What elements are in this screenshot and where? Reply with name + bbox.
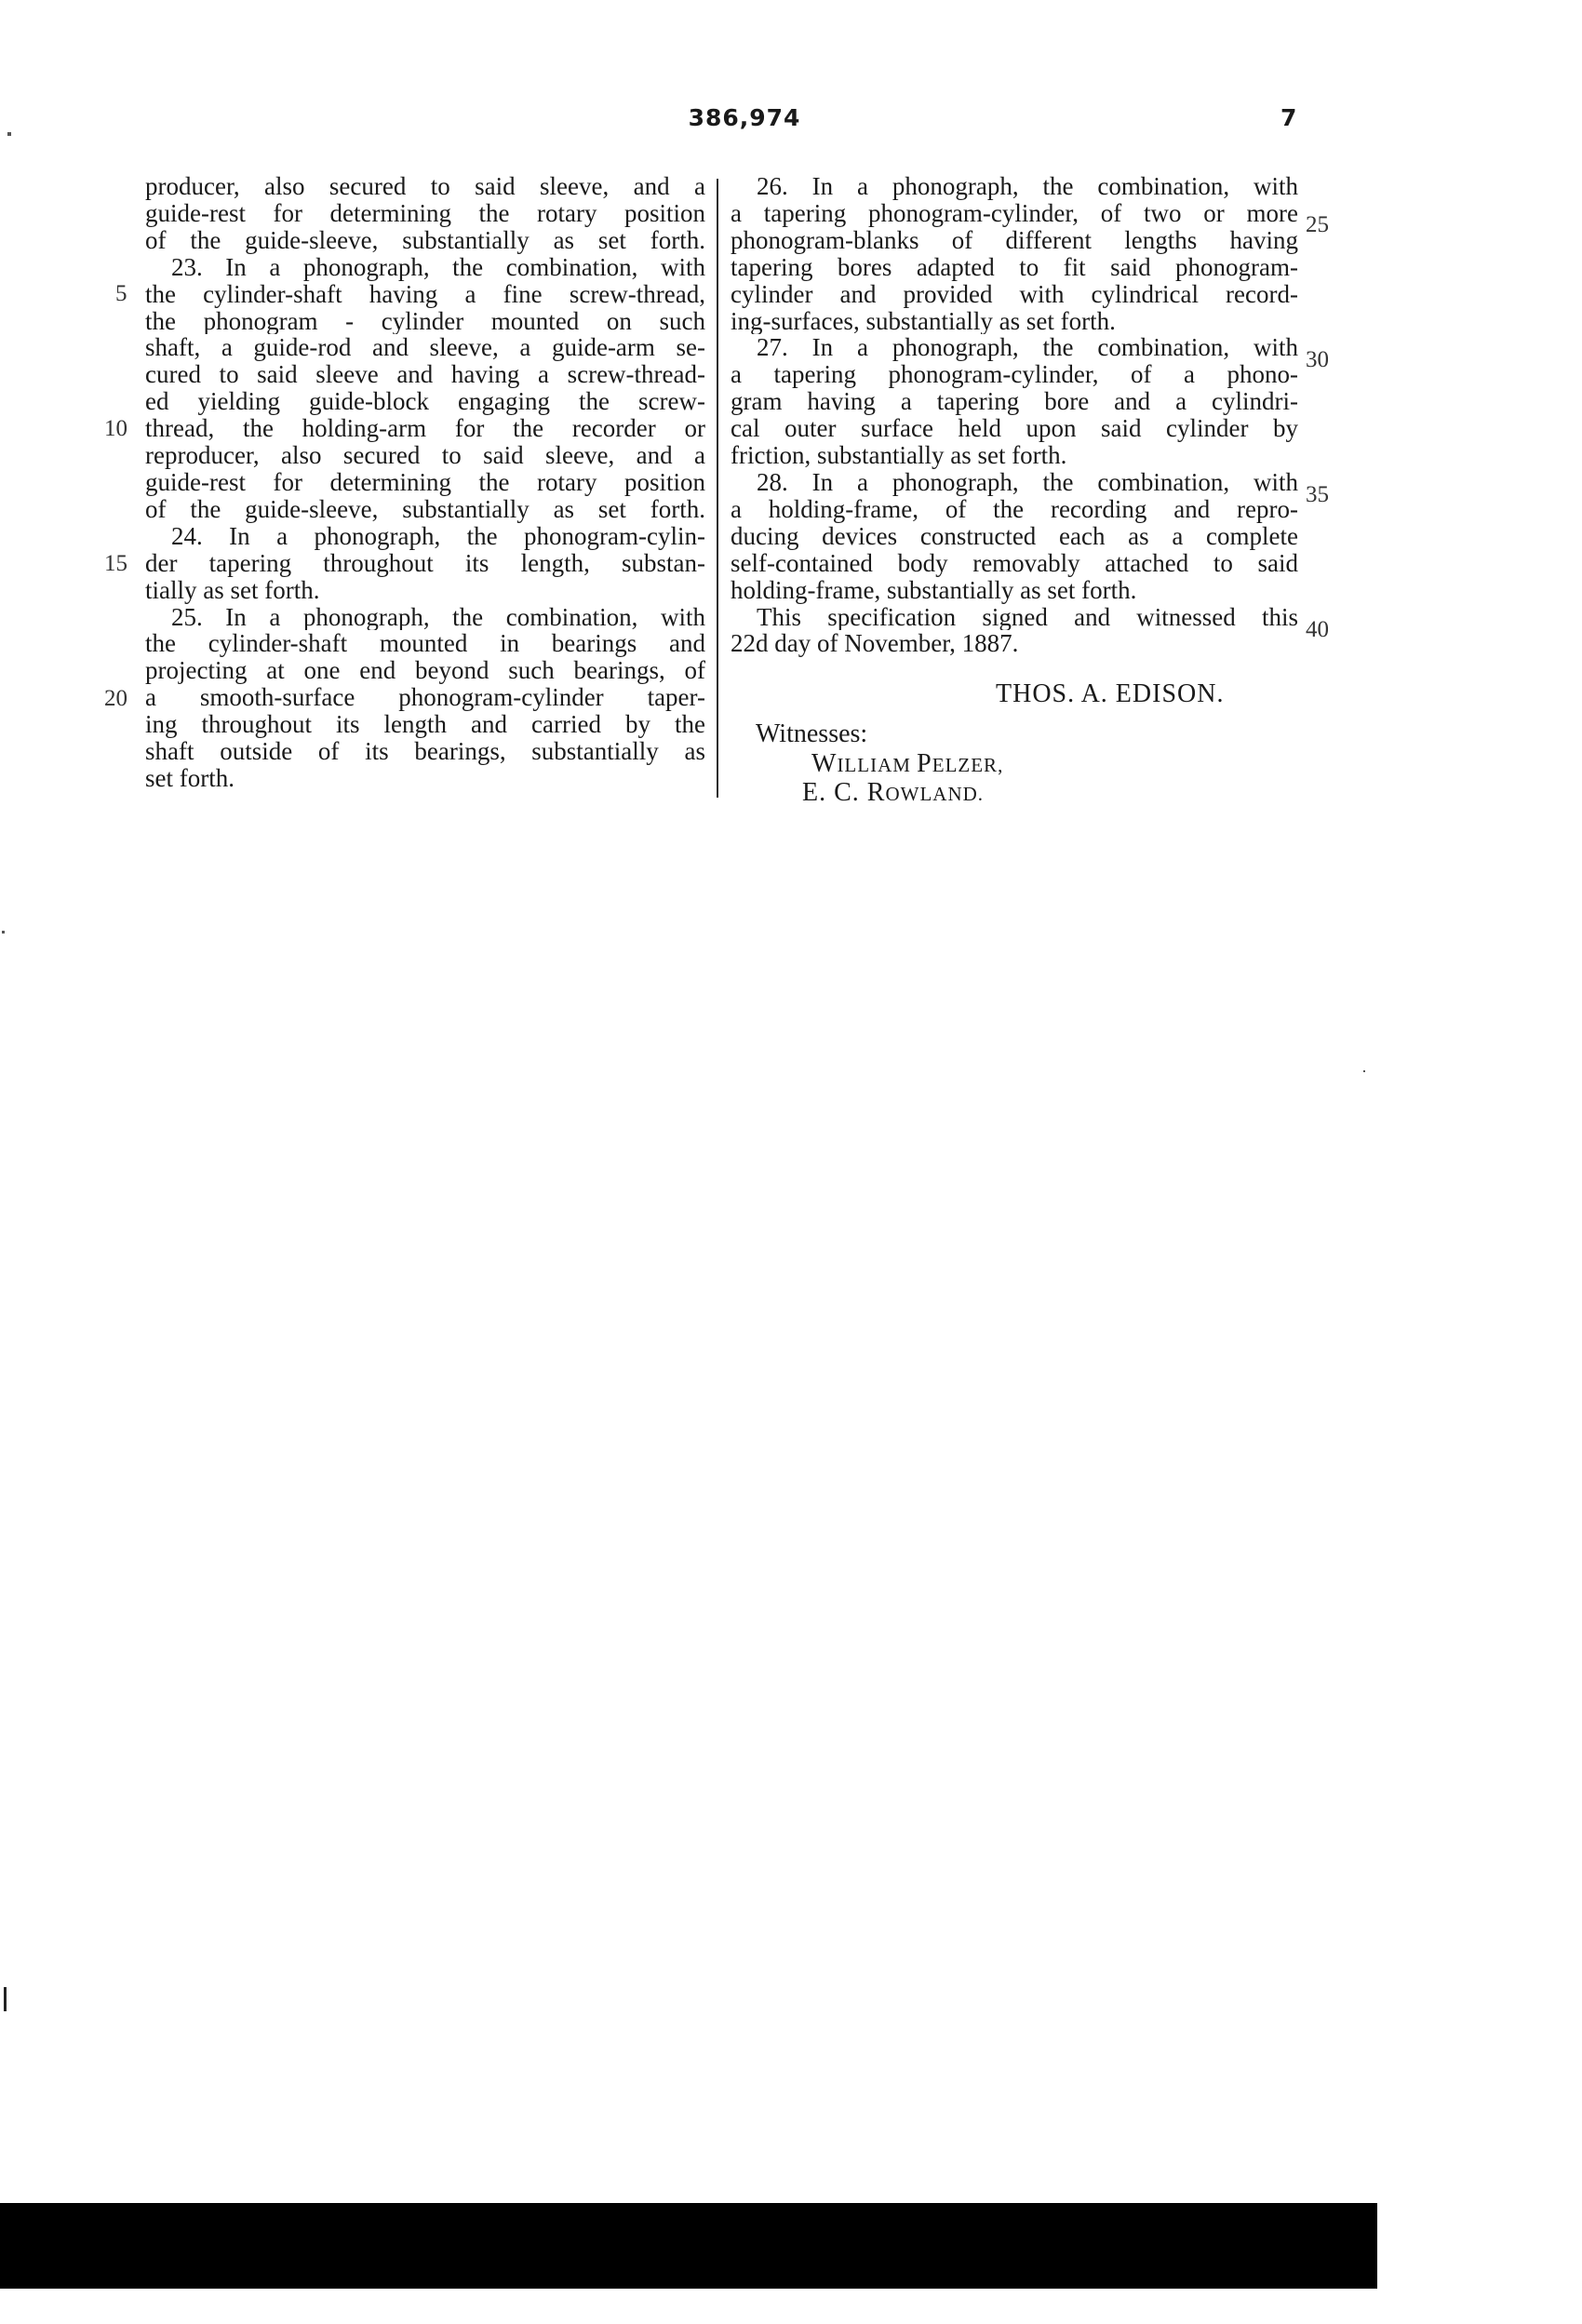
text-line: set forth.: [145, 764, 235, 792]
line-number-5: 5: [115, 281, 127, 306]
text-line: gram having a tapering bore and a cylindri-: [731, 388, 1298, 416]
line-number-15: 15: [104, 551, 127, 576]
text-line: ing-surfaces, substantially as set forth.: [731, 307, 1116, 335]
text-line: a tapering phonogram-cylinder, of two or more: [731, 199, 1298, 227]
witness-initial: W: [811, 749, 838, 778]
line-number-35: 35: [1306, 482, 1329, 507]
text-line: the phonogram - cylinder mounted on such: [145, 307, 705, 335]
text-line: a tapering phonogram-cylinder, of a phono-: [731, 361, 1298, 389]
text-line: shaft, a guide-rod and sleeve, a guide-arm se-: [145, 334, 705, 362]
text-line: thread, the holding-arm for the recorder or: [145, 415, 705, 443]
text-line: friction, substantially as set forth.: [731, 442, 1067, 469]
line-number-10: 10: [104, 416, 127, 441]
text-line: 24. In a phonograph, the phonogram-cylin-: [171, 522, 705, 550]
text-line: guide-rest for determining the rotary position: [145, 468, 705, 496]
witness-initial: E. C. R: [802, 778, 886, 807]
text-line: cured to said sleeve and having a screw-thread-: [145, 361, 705, 389]
text-line: tapering bores adapted to fit said phonogram-: [731, 253, 1298, 281]
witness-name-2: [802, 778, 984, 808]
scan-speck: [7, 132, 11, 136]
witness-initial: P: [917, 749, 932, 778]
text-line: cal outer surface held upon said cylinder by: [731, 415, 1298, 443]
scan-speck: [4, 1987, 7, 2011]
line-number-40: 40: [1306, 617, 1329, 642]
line-number-30: 30: [1306, 347, 1329, 372]
scan-edge-bar: [0, 2203, 1377, 2289]
text-line: projecting at one end beyond such bearings, of: [145, 657, 705, 685]
witness-name-part: OWLAND.: [885, 783, 985, 805]
scan-speck: [2, 931, 5, 934]
text-line: guide-rest for determining the rotary position: [145, 199, 705, 227]
text-line: 23. In a phonograph, the combination, with: [171, 253, 705, 281]
witness-name-part: ELZER,: [932, 754, 1004, 776]
column-divider: [717, 179, 718, 798]
patent-number: 386,974: [688, 104, 801, 131]
witness-name-part: ILLIAM: [837, 754, 918, 776]
line-number-20: 20: [104, 686, 127, 711]
left-text-column: [145, 173, 705, 792]
text-line: reproducer, also secured to said sleeve, and a: [145, 442, 705, 469]
text-line: 26. In a phonograph, the combination, with: [757, 173, 1298, 200]
text-line: der tapering throughout its length, substan-: [145, 549, 705, 577]
text-line: cylinder and provided with cylindrical record-: [731, 280, 1298, 308]
text-line: 28. In a phonograph, the combination, with: [757, 468, 1298, 496]
text-line: the cylinder-shaft having a fine screw-thread,: [145, 280, 705, 308]
text-line: ing throughout its length and carried by the: [145, 711, 705, 739]
text-line: phonogram-blanks of different lengths having: [731, 226, 1298, 254]
scan-speck: [1363, 1070, 1365, 1072]
inventor-signature: THOS. A. EDISON.: [996, 679, 1225, 708]
text-line: This specification signed and witnessed this: [757, 603, 1298, 631]
text-line: a smooth-surface phonogram-cylinder taper-: [145, 684, 705, 712]
text-line: of the guide-sleeve, substantially as set forth.: [145, 226, 705, 254]
page-number: 7: [1280, 104, 1297, 131]
text-line: 27. In a phonograph, the combination, with: [757, 334, 1298, 362]
text-line: shaft outside of its bearings, substantially as: [145, 738, 705, 765]
text-line: producer, also secured to said sleeve, and a: [145, 173, 705, 200]
text-line: ed yielding guide-block engaging the screw-: [145, 388, 705, 416]
text-line: a holding-frame, of the recording and repro-: [731, 495, 1298, 523]
text-line: self-contained body removably attached to said: [731, 549, 1298, 577]
text-line: of the guide-sleeve, substantially as set forth.: [145, 495, 705, 523]
text-line: the cylinder-shaft mounted in bearings and: [145, 630, 705, 658]
text-line: holding-frame, substantially as set forth.: [731, 576, 1137, 604]
right-text-column: [731, 173, 1298, 657]
text-line: tially as set forth.: [145, 576, 320, 604]
text-line: 22d day of November, 1887.: [731, 630, 1019, 658]
text-line: ducing devices constructed each as a complete: [731, 522, 1298, 550]
line-number-25: 25: [1306, 212, 1329, 237]
witness-name-1: [811, 749, 1003, 779]
witnesses-label: Witnesses:: [756, 719, 868, 748]
text-line: 25. In a phonograph, the combination, with: [171, 603, 705, 631]
